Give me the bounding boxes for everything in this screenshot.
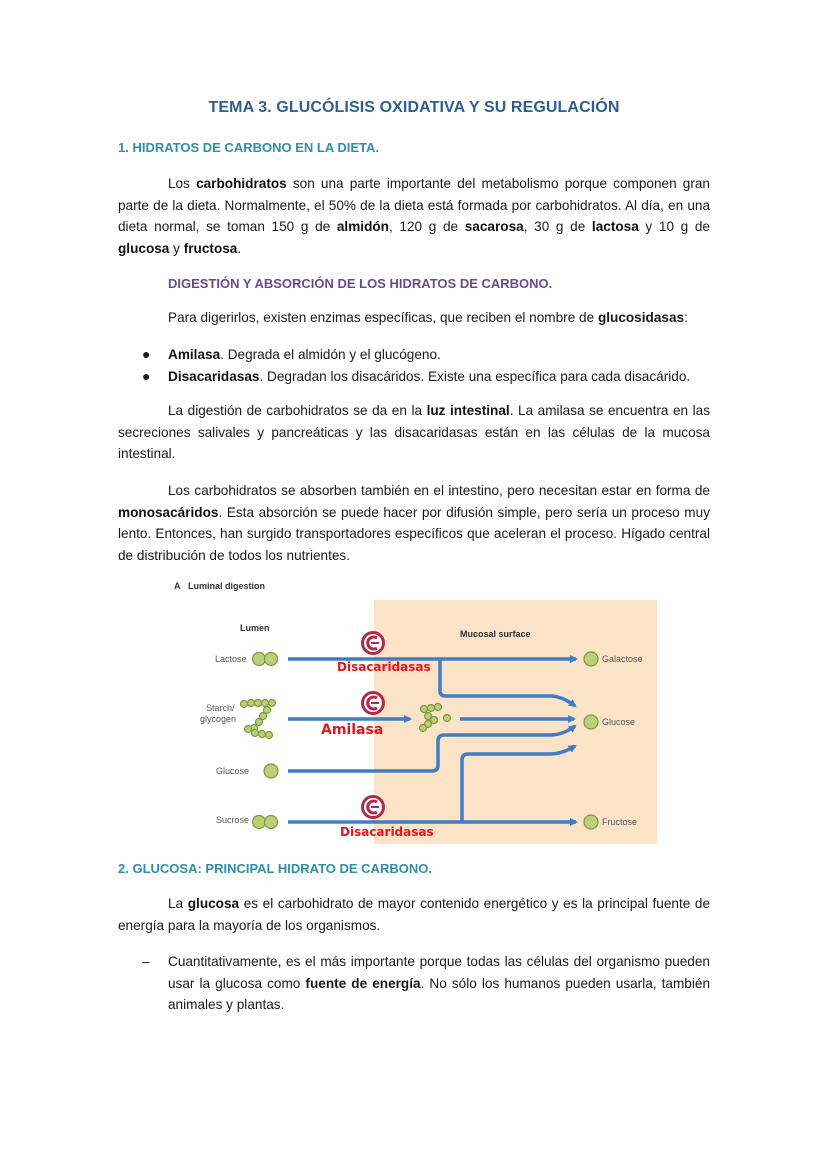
text: . Degradan los disacáridos. Existe una específica para cada disacárido. [259, 369, 691, 384]
bold-term: fuente de energía [305, 975, 421, 991]
digestion-diagram [170, 578, 657, 844]
bold-term: sacarosa [464, 219, 524, 234]
bold-term: fructosa [183, 240, 238, 256]
text: , 120 g de [389, 219, 465, 234]
disacaridasas-annotation-bottom: Disacaridasas [340, 825, 434, 839]
text: . No sólo los humanos pueden usarla, también animales y plantas. [168, 975, 710, 1012]
text: Cuantitativamente, es el más importante porque todas las células del organismo pueden usar la glucosa como [168, 954, 710, 991]
starch-label: Starch/ [206, 703, 235, 713]
bold-term: luz intestinal [426, 403, 510, 418]
bold-term: almidón [336, 219, 389, 234]
text: . Esta absorción se puede hacer por difusión simple, pero sería un proceso muy lento. Entonces, han surgido transportadores específicos que aceleran el proceso. Hígado central de distribución de todos los nutrientes. [118, 504, 710, 563]
bullet-icon: ● [142, 368, 151, 384]
bold-term: Amilasa [168, 347, 221, 362]
bold-term: Disacaridasas [168, 369, 260, 384]
section-heading-2: 2. GLUCOSA: PRINCIPAL HIDRATO DE CARBONO. [118, 861, 432, 876]
list-item [142, 344, 441, 366]
text: La digestión de carbohidratos se da en la [168, 403, 427, 418]
text: son una parte importante del metabolismo porque componen gran parte de la dieta. Normalmente, el 50% de la dieta está formada por carbohidratos. Al día, en una dieta normal, se toman 150 g de [118, 176, 710, 234]
paragraph-glucosidasas [168, 307, 688, 329]
paragraph-dieta [118, 173, 710, 259]
fructose-label: Fructose [602, 817, 638, 827]
glucose-input-label: Glucose [216, 766, 250, 776]
section-heading-1: 1. HIDRATOS DE CARBONO EN LA DIETA. [118, 140, 379, 155]
galactose-label: Galactose [602, 654, 643, 664]
text: es el carbohidrato de mayor contenido energético y es la principal fuente de energía para la mayoría de los organismos. [118, 896, 711, 933]
subsection-heading: DIGESTIÓN Y ABSORCIÓN DE LOS HIDRATOS DE CARBONO. [168, 276, 553, 291]
lumen-label: Lumen [240, 623, 270, 633]
lactose-label: Lactose [215, 654, 247, 664]
text: y 10 g de [638, 219, 710, 234]
mucosal-surface-label: Mucosal surface [460, 629, 531, 639]
bold-term: monosacáridos [118, 504, 219, 520]
text: . La amilasa se encuentra en las secreciones salivales y pancreáticas y las disacaridasas están en las células de la mucosa intestinal. [118, 403, 711, 461]
text: . Degrada el almidón y el glucógeno. [220, 347, 441, 362]
bold-term: carbohidratos [196, 176, 287, 191]
luminal-digestion-figure [170, 578, 657, 844]
bullet-icon: ● [142, 346, 151, 362]
disacaridasas-annotation-top: Disacaridasas [337, 660, 431, 674]
glycogen-label: glycogen [200, 714, 237, 724]
text: Para digerirlos, existen enzimas específicas, que reciben el nombre de [168, 310, 598, 325]
panel-label: A [174, 581, 181, 591]
bold-term: glucosa [118, 240, 170, 256]
glucose-output-label: Glucose [602, 717, 636, 727]
paragraph-absorcion [118, 480, 710, 566]
bold-term: lactosa [591, 219, 639, 234]
bold-term: glucosidasas [597, 310, 685, 325]
page-title: TEMA 3. GLUCÓLISIS OXIDATIVA Y SU REGULACIÓN [208, 99, 620, 116]
text: . [237, 240, 242, 256]
text: Los carbohidratos se absorben también en el intestino, pero necesitan estar en forma de [168, 483, 710, 498]
paragraph-digestion [118, 400, 710, 465]
text: : [684, 310, 688, 325]
paragraph-glucosa [118, 893, 710, 936]
text: Los [168, 176, 197, 191]
text: , 30 g de [523, 219, 592, 234]
text: La [168, 896, 188, 911]
dash-bullet-icon: – [142, 954, 150, 969]
amilasa-annotation: Amilasa [321, 722, 384, 738]
list-item [142, 366, 691, 388]
dash-list-item [142, 951, 710, 1016]
bold-term: glucosa [187, 896, 240, 911]
sucrose-label: Sucrose [216, 815, 250, 825]
panel-title: Luminal digestion [188, 581, 266, 591]
text: y [169, 240, 184, 256]
